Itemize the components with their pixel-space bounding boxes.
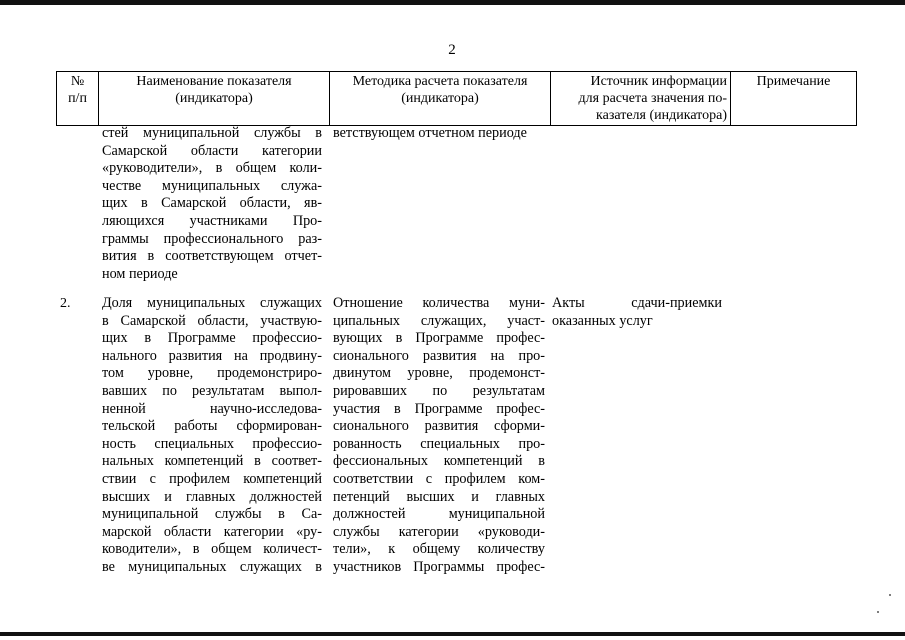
text-line: муниципальной службы в Са- xyxy=(102,506,322,523)
text-line: рировавших по результатам xyxy=(333,382,545,399)
text-line: участников Программы профес- xyxy=(333,558,545,575)
text-line: нальных компетенций в соответ- xyxy=(102,453,322,470)
text-line: ципальных служащих, участ- xyxy=(333,312,545,329)
text-line: марской области категории «ру- xyxy=(102,523,322,540)
text-line: честве муниципальных служа- xyxy=(102,177,322,194)
text-line: двинутом уровне, продемонст- xyxy=(333,365,545,382)
text-line: щих в Программе профессио- xyxy=(102,330,322,347)
text-line: граммы профессионального раз- xyxy=(102,230,322,247)
text-line: Доля муниципальных служащих xyxy=(102,295,322,311)
header-number: № п/п xyxy=(57,72,99,126)
calculation-method xyxy=(333,295,545,577)
text-line: сионального развития сформи- xyxy=(333,418,545,435)
page-number: 2 xyxy=(448,42,456,58)
text-line: нального развития на продвину- xyxy=(102,347,322,364)
continued-calculation-method xyxy=(333,125,548,143)
text-line: щих в Самарской области, яв- xyxy=(102,195,322,212)
scan-speck xyxy=(877,611,879,613)
header-information-source: Источник информации для расчета значения по- казателя (индикатора) xyxy=(551,72,731,126)
text-line: должностей муниципальной xyxy=(333,506,545,523)
row-number: 2. xyxy=(60,296,71,311)
text-line: ность специальных профессио- xyxy=(102,435,322,452)
header-note: Примечание xyxy=(731,72,857,126)
text-line: ненной научно-исследова- xyxy=(102,400,322,417)
text-line: Акты сдачи-приемки xyxy=(552,295,722,311)
text-line: петенций высших и главных xyxy=(333,488,545,505)
text-line: высших и главных должностей xyxy=(102,488,322,505)
scan-speck xyxy=(889,594,891,596)
text-line: вующих в Программе профес- xyxy=(333,330,545,347)
text-line: «руководители», в общем коли- xyxy=(102,160,322,177)
text-line: службы категории «руководи- xyxy=(333,523,545,540)
text-line: Самарской области категории xyxy=(102,142,322,159)
header-indicator-name: Наименование показателя (индикатора) xyxy=(99,72,330,126)
indicator-name xyxy=(102,295,322,577)
text-line: стей муниципальной службы в xyxy=(102,125,322,141)
text-line: ном периоде xyxy=(102,265,178,282)
text-line: фессиональных компетенций в xyxy=(333,453,545,470)
continued-indicator-name xyxy=(102,125,322,283)
text-line: соответствии с профилем ком- xyxy=(333,470,545,487)
text-line: участия в Программе профес- xyxy=(333,400,545,417)
text-line: ветствующем отчетном периоде xyxy=(333,125,527,141)
scan-edge-top xyxy=(0,0,905,5)
text-line: оказанных услуг xyxy=(552,312,653,329)
text-line: вития в соответствующем отчет- xyxy=(102,248,322,265)
text-line: рованность специальных про- xyxy=(333,435,545,452)
text-line: ководители», в общем количест- xyxy=(102,541,322,558)
header-calculation-method: Методика расчета показателя (индикатора) xyxy=(330,72,551,126)
text-line: тели», к общему количеству xyxy=(333,541,545,558)
text-line: в Самарской области, участвую- xyxy=(102,312,322,329)
text-line: ве муниципальных служащих в xyxy=(102,558,322,575)
text-line: ляющихся участниками Про- xyxy=(102,212,322,229)
indicator-table-header xyxy=(56,71,857,126)
text-line: том уровне, продемонстриро- xyxy=(102,365,322,382)
scan-edge-bottom xyxy=(0,632,905,636)
text-line: Отношение количества муни- xyxy=(333,295,545,311)
text-line: сионального развития на про- xyxy=(333,347,545,364)
text-line: ствии с профилем компетенций xyxy=(102,470,322,487)
text-line: вавших по результатам выпол- xyxy=(102,382,322,399)
text-line: тельской работы сформирован- xyxy=(102,418,322,435)
information-source xyxy=(552,295,722,330)
